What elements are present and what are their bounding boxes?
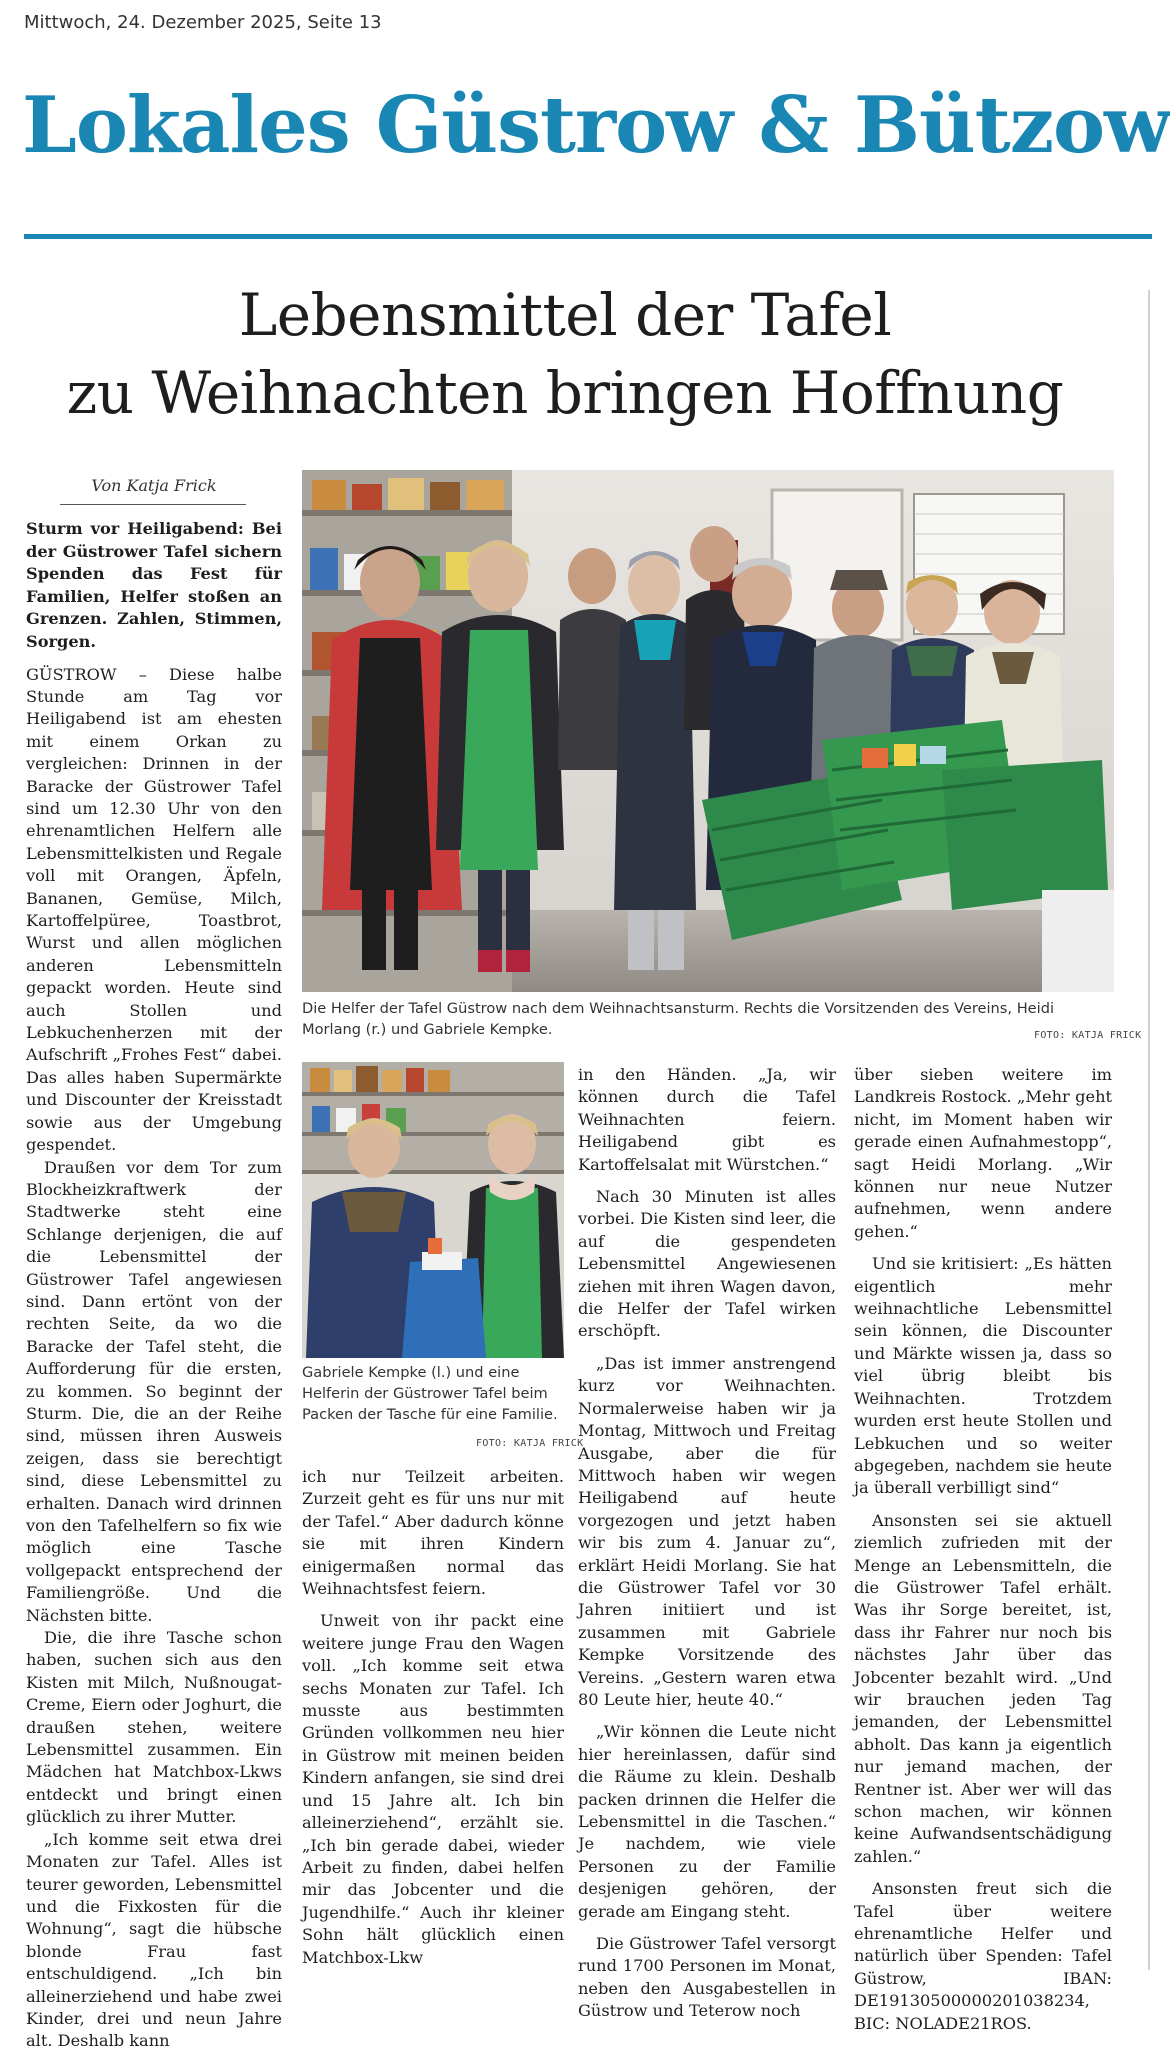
byline-rule	[60, 504, 246, 505]
paragraph: Unweit von ihr packt eine weitere junge Frau den Wagen voll. „Ich komme seit etwa sechs Monaten zur Tafel. Ich musste aus bestimmten Gründen vollkommen neu hier in Güstrow mit meinen beiden Kindern anfangen, sie sind drei und 15 Jahre alt. Ich bin alleinerziehend“, erzählt sie. „Ich bin gerade dabei, wieder Arbeit zu finden, dabei helfen mir das Jobcenter und die Jugendhilfe.“ Auch ihr kleiner Sohn hält glücklich einen Matchbox-Lkw	[302, 1611, 564, 1967]
paragraph: Die, die ihre Tasche schon haben, suchen sich aus den Kisten mit Milch, Nußnougat-Creme, Eiern oder Joghurt, die draußen stehen, weitere Lebensmittel zusammen. Ein Mädchen hat Matchbox-Lkws entdeckt und bringt einen glücklich zu ihrer Mutter.	[26, 1628, 282, 1827]
main-photo	[302, 470, 1114, 992]
paragraph: über sieben weitere im Landkreis Rostock. „Mehr geht nicht, im Moment haben wir gerade einen Aufnahmestopp“, sagt Heidi Morlang. „Wir können nur neue Nutzer aufnehmen, wenn andere gehen.“	[854, 1065, 1112, 1241]
section-title: Lokales Güstrow & Bützow	[22, 80, 1170, 171]
paragraph: Und sie kritisiert: „Es hätten eigentlich mehr weihnachtliche Lebensmittel sein können, die Discounter und Märkte wissen ja, dass so viel übrig bleibt bis Weihnachten. Trotzdem wurden erst heute Stollen und Lebkuchen und so weiter abgegeben, nachdem sie heute ja überall verbilligt sind“	[854, 1254, 1112, 1498]
dateline: Mittwoch, 24. Dezember 2025, Seite 13	[24, 12, 382, 33]
paragraph: GÜSTROW – Diese halbe Stunde am Tag vor Heiligabend ist am ehesten mit einem Orkan zu vergleichen: Drinnen in der Baracke der Güstrower Tafel sind um 12.30 Uhr von den ehrenamtlichen Helfern alle Lebensmittelkisten und Regale voll mit Orangen, Äpfeln, Bananen, Gemüse, Milch, Kartoffelpüree, Toastbrot, Wurst und allen möglichen anderen Lebensmitteln gepackt worden. Heute sind auch Stollen und Lebkuchenherzen mit der Aufschrift „Frohes Fest“ dabei. Das alles haben Supermärkte und Discounter der Kreisstadt sowie aus der Umgebung gespendet.	[26, 664, 282, 1155]
paragraph: Die Güstrower Tafel versorgt rund 1700 Personen im Monat, neben den Ausgabestellen in Güstrow und Teterow noch	[578, 1934, 836, 2021]
article-lead: Sturm vor Heiligabend: Bei der Güstrower Tafel sichern Spenden das Fest für Familien, Helfer stoßen an Grenzen. Zahlen, Stimmen, Sorgen.	[26, 519, 282, 651]
byline: Von Katja Frick	[91, 476, 217, 495]
small-photo	[302, 1062, 564, 1358]
article-column-1	[26, 518, 282, 2053]
headline-line-2: zu Weihnachten bringen Hoffnung	[66, 359, 1064, 427]
section-rule	[24, 234, 1152, 239]
main-photo-caption: Die Helfer der Tafel Güstrow nach dem Weihnachtsansturm. Rechts die Vorsitzenden des Vereins, Heidi Morlang (r.) und Gabriele Kempke.	[302, 1000, 1055, 1038]
paragraph: „Ich komme seit etwa drei Monaten zur Tafel. Alles ist teurer geworden, Lebensmittel und die Fixkosten für die Wohnung“, sagt die hübsche blonde Frau fast entschuldigend. „Ich bin alleinerziehend und habe zwei Kinder, drei und neun Jahre alt. Deshalb kann	[26, 1829, 282, 2051]
article-column-3	[578, 1064, 836, 2023]
paragraph: Draußen vor dem Tor zum Blockheizkraftwerk der Stadtwerke steht eine Schlange derjenigen, die auf die Lebensmittel der Güstrower Tafel angewiesen sind. Dann ertönt von der rechten Seite, da wo die Baracke der Tafel steht, die Aufforderung für die ersten, zu kommen. So beginnt der Sturm. Die, die an der Reihe sind, müssen ihren Ausweis zeigen, dass sie berechtigt sind, diese Lebensmittel zu erhalten. Danach wird drinnen von den Tafelhelfern so fix wie möglich eine Tasche vollgepackt entsprechend der Familiengröße. Und die Nächsten bitte.	[26, 1157, 282, 1625]
headline-line-1: Lebensmittel der Tafel	[238, 281, 892, 349]
paragraph: Ansonsten sei sie aktuell ziemlich zufrieden mit der Menge an Lebensmitteln, die die Güstrower Tafel erhält. Was ihr Sorge bereitet, ist, dass ihr Fahrer nur noch bis nächstes Jahr über das Jobcenter bezahlt wird. „Und wir brauchen jeden Tag jemanden, der Lebensmittel abholt. Das kann ja eigentlich nur jemand machen, der Rentner ist. Aber wer will das schon machen, wir können keine Aufwandsentschädigung zahlen.“	[854, 1510, 1112, 1866]
group-photo-illustration	[302, 470, 1114, 992]
paragraph: Ansonsten freut sich die Tafel über weitere ehrenamtliche Helfer und natürlich über Spenden: Tafel Güstrow, IBAN: DE19130500000201038234, BIC: NOLADE21ROS.	[854, 1879, 1112, 2033]
paragraph: „Wir können die Leute nicht hier hereinlassen, dafür sind die Räume zu klein. Deshalb packen drinnen die Helfer die Lebensmittel in die Taschen.“ Je nachdem, wie viele Personen zu der Familie desjenigen gehören, der gerade am Eingang steht.	[578, 1722, 836, 1921]
article-column-2	[302, 1466, 564, 1969]
small-photo-credit: FOTO: KATJA FRICK	[476, 1438, 584, 1449]
paragraph: Nach 30 Minuten ist alles vorbei. Die Kisten sind leer, die auf die gespendeten Lebensmittel Angewiesenen ziehen mit ihren Wagen davon, die Helfer der Tafel wirken erschöpft.	[578, 1187, 836, 1341]
small-photo-caption: Gabriele Kempke (l.) und eine Helferin der Güstrower Tafel beim Packen der Tasche für eine Familie.	[302, 1364, 558, 1423]
page-edge-line	[1148, 290, 1150, 1970]
paragraph: ich nur Teilzeit arbeiten. Zurzeit geht es für uns nur mit der Tafel.“ Aber dadurch könne sie mit ihren Kindern einigermaßen normal das Weihnachtsfest feiern.	[302, 1467, 564, 1599]
paragraph: in den Händen. „Ja, wir können durch die Tafel Weihnachten feiern. Heiligabend gibt es Kartoffelsalat mit Würstchen.“	[578, 1065, 836, 1174]
packing-photo-illustration	[302, 1062, 564, 1358]
article-column-4	[854, 1064, 1112, 2035]
main-photo-credit: FOTO: KATJA FRICK	[1034, 1030, 1142, 1041]
paragraph: „Das ist immer anstrengend kurz vor Weihnachten. Normalerweise haben wir ja Montag, Mittwoch und Freitag Ausgabe, aber die für Mittwoch haben wir wegen Heiligabend auf heute vorgezogen und jetzt haben wir bis zum 4. Januar zu“, erklärt Heidi Morlang. Sie hat die Güstrower Tafel vor 30 Jahren initiiert und ist zusammen mit Gabriele Kempke Vorsitzende des Vereins. „Gestern waren etwa 80 Leute hier, heute 40.“	[578, 1353, 836, 1709]
headline	[0, 276, 1130, 432]
